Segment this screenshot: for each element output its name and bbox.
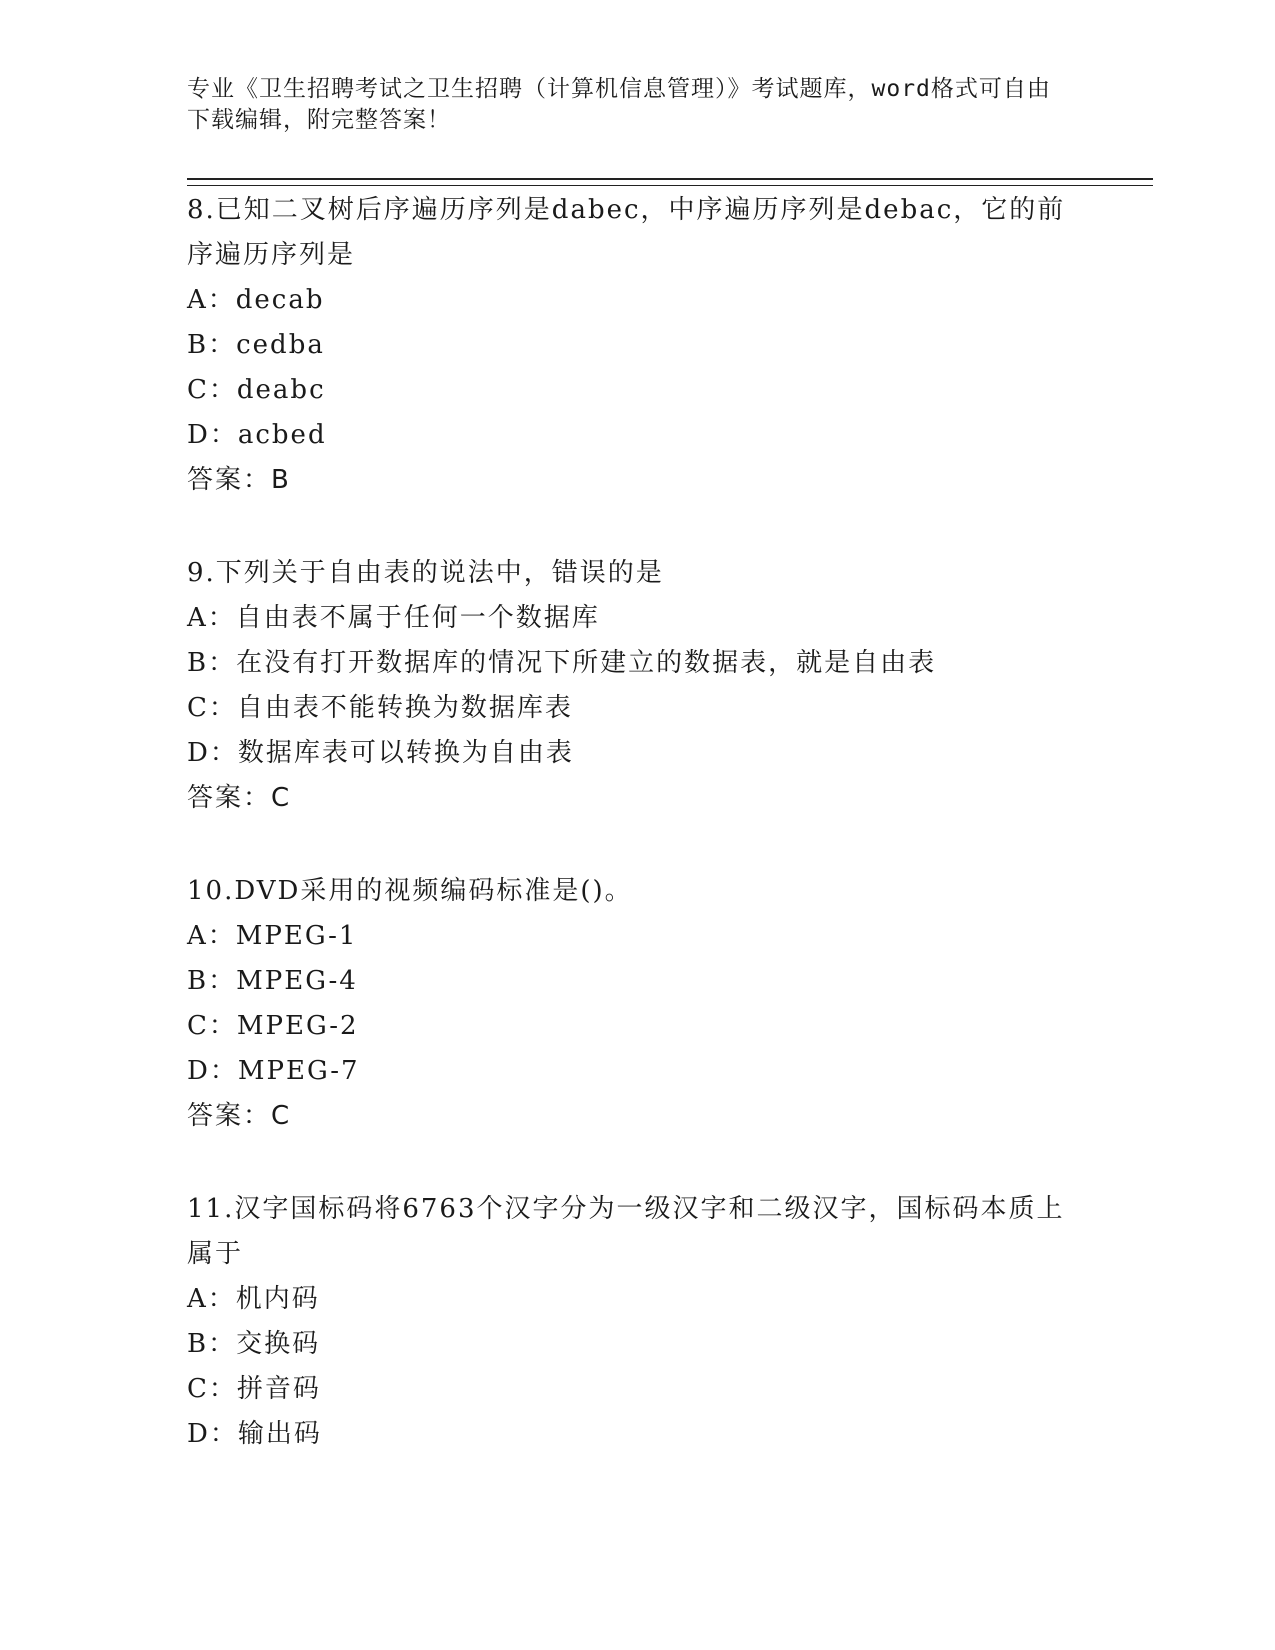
option-b: B：cedba xyxy=(187,330,325,360)
option-b: B：MPEG-4 xyxy=(187,966,358,996)
question-10 xyxy=(187,869,1087,1138)
document-header: 专业《卫生招聘考试之卫生招聘（计算机信息管理）》考试题库，word格式可自由下载编辑，附完整答案！ xyxy=(187,76,1051,133)
option-c: C：自由表不能转换为数据库表 xyxy=(187,693,573,723)
answer: 答案：C xyxy=(187,1101,292,1131)
question-stem: 11.汉字国标码将6763个汉字分为一级汉字和二级汉字，国标码本质上属于 xyxy=(187,1194,1065,1269)
question-9 xyxy=(187,551,1087,820)
option-a: A：MPEG-1 xyxy=(187,921,358,951)
option-a: A：自由表不属于任何一个数据库 xyxy=(187,603,600,633)
option-d: D：MPEG-7 xyxy=(187,1056,360,1086)
option-d: D：acbed xyxy=(187,420,327,450)
option-c: C：deabc xyxy=(187,375,326,405)
question-stem: 10.DVD采用的视频编码标准是()。 xyxy=(187,876,633,906)
question-stem: 9.下列关于自由表的说法中，错误的是 xyxy=(187,558,664,588)
header-divider xyxy=(187,178,1153,186)
answer: 答案：B xyxy=(187,465,291,495)
option-c: C：拼音码 xyxy=(187,1374,321,1404)
question-8 xyxy=(187,188,1087,502)
option-b: B：在没有打开数据库的情况下所建立的数据表，就是自由表 xyxy=(187,648,937,678)
option-d: D：数据库表可以转换为自由表 xyxy=(187,738,574,768)
option-b: B：交换码 xyxy=(187,1329,321,1359)
option-c: C：MPEG-2 xyxy=(187,1011,359,1041)
question-11 xyxy=(187,1187,1087,1457)
option-a: A：机内码 xyxy=(187,1284,320,1314)
option-d: D：输出码 xyxy=(187,1419,322,1449)
answer: 答案：C xyxy=(187,783,292,813)
question-stem: 8.已知二叉树后序遍历序列是dabec，中序遍历序列是debac，它的前序遍历序列是 xyxy=(187,195,1066,270)
option-a: A：decab xyxy=(187,285,325,315)
